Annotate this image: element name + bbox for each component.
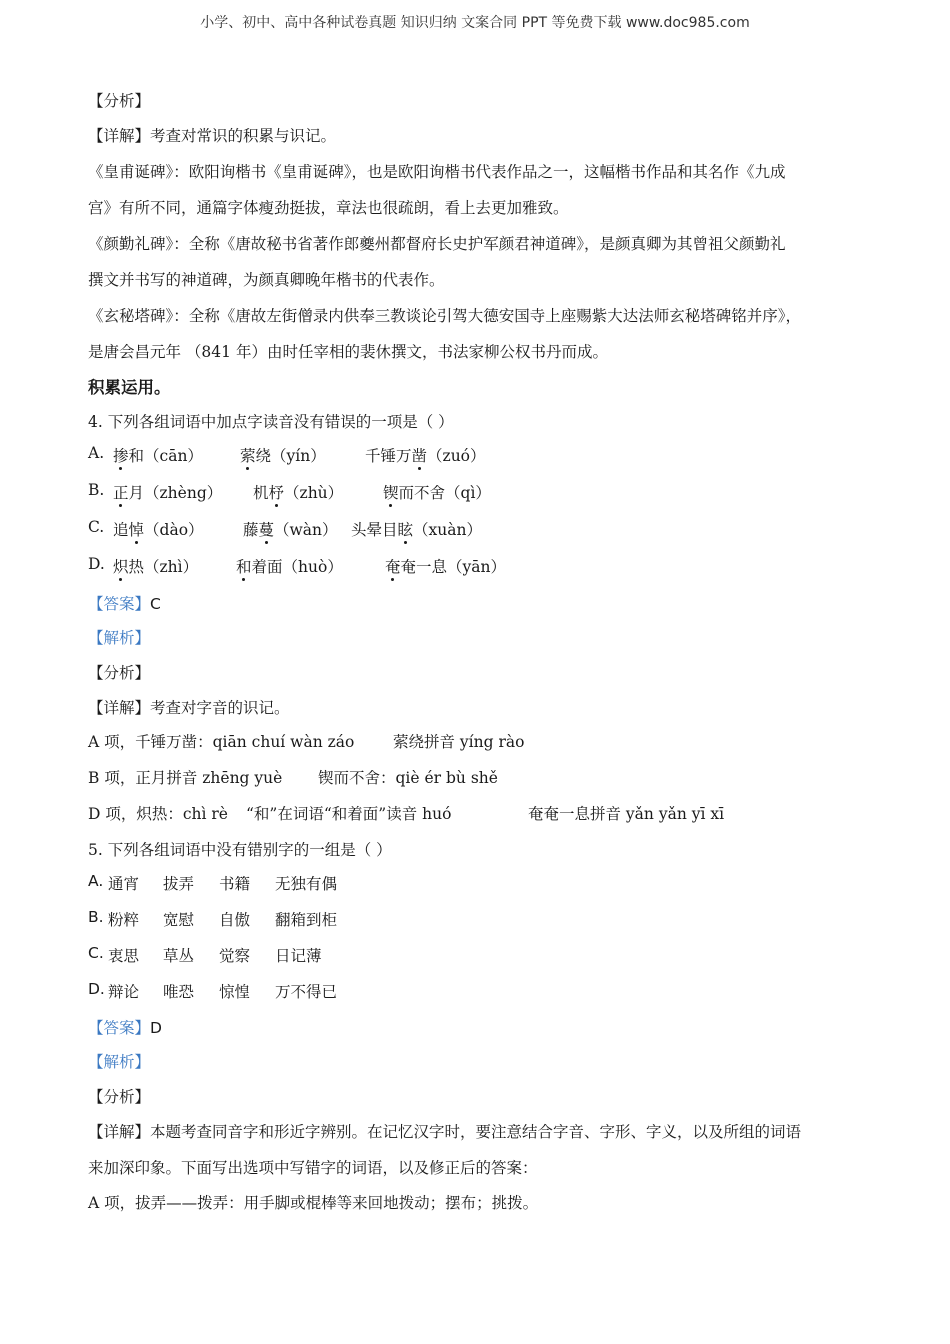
answer-label: 【答案】	[88, 1019, 151, 1037]
q5-explanation-label: 【解析】	[88, 1053, 151, 1071]
dotted-char: 眩	[398, 518, 414, 540]
q4-explain-a: A 项，千锤万凿：qiān chuí wàn záo 萦绕拼音 yíng rào	[88, 733, 525, 751]
paragraph-line: 是唐会昌元年 （841 年）由时任宰相的裴休撰文，书法家柳公权书丹而成。	[88, 343, 608, 361]
answer-label: 【答案】	[88, 595, 151, 613]
q4-explain-b: B 项，正月拼音 zhēng yuè 锲而不舍：qiè ér bù shě	[88, 769, 498, 787]
detail-text: 【详解】考查对常识的积累与识记。	[88, 127, 337, 145]
q5-analysis-label: 【分析】	[88, 1088, 151, 1106]
option-label: A.	[88, 872, 104, 890]
question-4-stem: 4. 下列各组词语中加点字读音没有错误的一项是（ ）	[88, 413, 454, 431]
q4-option-b: B. 正月（zhèng） 机杼（zhù） 锲而不舍（qì）	[88, 481, 491, 502]
option-label: C.	[88, 518, 105, 536]
dotted-char: 萦	[240, 444, 256, 466]
q5-option-c: C. 衷思 草丛 觉察 日记薄	[88, 944, 322, 965]
dotted-char: 杼	[269, 481, 285, 503]
q4-explain-d: D 项，炽热：chì rè “和”在词语“和着面”读音 huó 奄奄一息拼音 yǎn yǎn yī xī	[88, 805, 725, 823]
q5-detail-line: A 项，拔弄——拨弄：用手脚或棍棒等来回地拨动；摆布；挑拨。	[88, 1194, 539, 1212]
option-label: B.	[88, 481, 105, 499]
q5-detail-line: 来加深印象。下面写出选项中写错字的词语，以及修正后的答案：	[88, 1159, 538, 1177]
q5-option-a: A. 通宵 拔弄 书籍 无独有偶	[88, 872, 338, 893]
option-label: A.	[88, 444, 105, 462]
option-label: D.	[88, 555, 105, 573]
dotted-char: 凿	[412, 444, 428, 466]
q4-detail: 【详解】考查对字音的识记。	[88, 699, 290, 717]
paragraph-line: 撰文并书写的神道碑，为颜真卿晚年楷书的代表作。	[88, 271, 445, 289]
page-header: 小学、初中、高中各种试卷真题 知识归纳 文案合同 PPT 等免费下载 www.doc985.com	[200, 15, 750, 31]
q4-option-d: D. 炽热（zhì） 和着面（huò） 奄奄一息（yān）	[88, 555, 506, 576]
paragraph-line: 《颜勤礼碑》：全称《唐故秘书省著作郎夔州都督府长史护军颜君神道碑》，是颜真卿为其曾祖父颜勤礼	[88, 235, 786, 253]
q4-analysis-label: 【分析】	[88, 664, 151, 682]
dotted-char: 正	[113, 481, 129, 503]
dotted-char: 悼	[129, 518, 145, 540]
option-label: D.	[88, 980, 105, 998]
q4-explanation-label: 【解析】	[88, 629, 151, 647]
dotted-char: 锲	[383, 481, 399, 503]
q4-option-c: C. 追悼（dào） 藤蔓（wàn） 头晕目眩（xuàn）	[88, 518, 482, 539]
dotted-char: 蔓	[259, 518, 275, 540]
paragraph-line: 《玄秘塔碑》：全称《唐故左街僧录内供奉三教谈论引驾大德安国寺上座赐紫大达法师玄秘塔碑铭并序》，	[88, 307, 802, 325]
dotted-char: 掺	[113, 444, 129, 466]
q4-option-a: A. 掺和（cān） 萦绕（yín） 千锤万凿（zuó）	[88, 444, 486, 465]
dotted-char: 奄	[385, 555, 401, 577]
q5-detail-line: 【详解】本题考查同音字和形近字辨别。在记忆汉字时，要注意结合字音、字形、字义，以及所组的词语	[88, 1123, 802, 1141]
q5-answer	[88, 1016, 162, 1038]
paragraph-line: 《皇甫诞碑》：欧阳询楷书《皇甫诞碑》，也是欧阳询楷书代表作品之一，这幅楷书作品和其名作《九成	[88, 163, 786, 181]
dotted-char: 炽	[113, 555, 129, 577]
section-title: 积累运用。	[88, 378, 171, 397]
answer-value: C	[150, 595, 161, 613]
answer-value: D	[150, 1019, 162, 1037]
option-label: C.	[88, 944, 104, 962]
option-label: B.	[88, 908, 104, 926]
q4-answer	[88, 592, 161, 614]
q5-option-b: B. 粉粹 宽慰 自傲 翻箱到柜	[88, 908, 338, 929]
analysis-label: 【分析】	[88, 92, 151, 110]
dotted-char: 和	[236, 555, 252, 577]
q5-option-d: D. 辩论 唯恐 惊惶 万不得已	[88, 980, 338, 1001]
question-5-stem: 5. 下列各组词语中没有错别字的一组是（ ）	[88, 841, 392, 859]
paragraph-line: 宫》有所不同，通篇字体瘦劲挺拔，章法也很疏朗，看上去更加雅致。	[88, 199, 569, 217]
